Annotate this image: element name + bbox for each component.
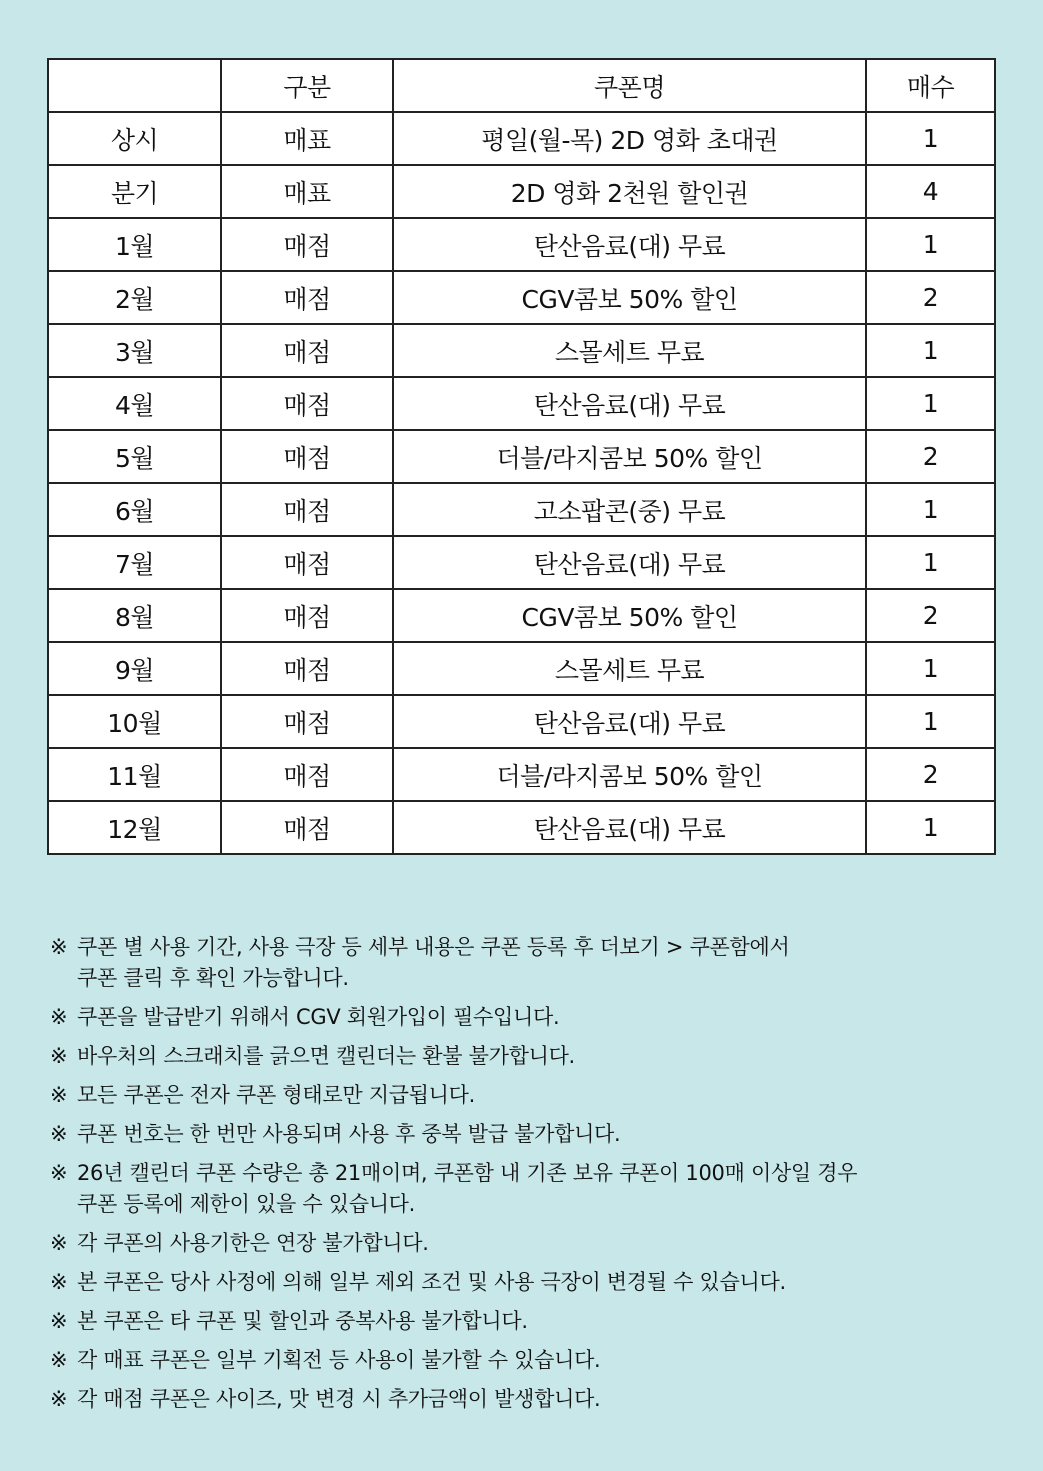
note-text: 각 매표 쿠폰은 일부 기획전 등 사용이 불가할 수 있습니다. bbox=[77, 1348, 601, 1372]
coupon-name-cell: CGV콤보 50% 할인 bbox=[393, 271, 866, 324]
category-cell: 매점 bbox=[221, 271, 393, 324]
quantity-cell: 4 bbox=[866, 165, 995, 218]
period-cell: 11월 bbox=[48, 748, 221, 801]
note-mark: ※ bbox=[50, 1270, 68, 1294]
category-cell: 매점 bbox=[221, 324, 393, 377]
table-row bbox=[48, 271, 995, 324]
quantity-cell: 2 bbox=[866, 430, 995, 483]
table-row bbox=[48, 377, 995, 430]
note-mark: ※ bbox=[50, 1005, 68, 1029]
coupon-name-cell: 탄산음료(대) 무료 bbox=[393, 695, 866, 748]
header-coupon-name: 쿠폰명 bbox=[393, 59, 866, 112]
table-row bbox=[48, 483, 995, 536]
coupon-name-cell: 탄산음료(대) 무료 bbox=[393, 218, 866, 271]
note-text: 26년 캘린더 쿠폰 수량은 총 21매이며, 쿠폰함 내 기존 보유 쿠폰이 100매 이상일 경우 쿠폰 등록에 제한이 있을 수 있습니다. bbox=[77, 1161, 858, 1216]
note-item bbox=[50, 1002, 1010, 1033]
note-item bbox=[50, 1228, 1010, 1259]
note-text: 쿠폰 번호는 한 번만 사용되며 사용 후 중복 발급 불가합니다. bbox=[77, 1122, 621, 1146]
header-period bbox=[48, 59, 221, 112]
table-header-row bbox=[48, 59, 995, 112]
period-cell: 6월 bbox=[48, 483, 221, 536]
table-row bbox=[48, 642, 995, 695]
note-mark: ※ bbox=[50, 1161, 68, 1185]
category-cell: 매점 bbox=[221, 483, 393, 536]
coupon-name-cell: 탄산음료(대) 무료 bbox=[393, 536, 866, 589]
note-text: 본 쿠폰은 당사 사정에 의해 일부 제외 조건 및 사용 극장이 변경될 수 있습니다. bbox=[77, 1270, 786, 1294]
note-mark: ※ bbox=[50, 1044, 68, 1068]
period-cell: 10월 bbox=[48, 695, 221, 748]
quantity-cell: 1 bbox=[866, 218, 995, 271]
note-mark: ※ bbox=[50, 1387, 68, 1411]
period-cell: 1월 bbox=[48, 218, 221, 271]
note-item bbox=[50, 1384, 1010, 1415]
table-row bbox=[48, 695, 995, 748]
period-cell: 상시 bbox=[48, 112, 221, 165]
table-row bbox=[48, 801, 995, 854]
coupon-name-cell: 더블/라지콤보 50% 할인 bbox=[393, 430, 866, 483]
period-cell: 7월 bbox=[48, 536, 221, 589]
note-item bbox=[50, 1119, 1010, 1150]
note-mark: ※ bbox=[50, 1231, 68, 1255]
quantity-cell: 1 bbox=[866, 324, 995, 377]
category-cell: 매점 bbox=[221, 748, 393, 801]
table-row bbox=[48, 165, 995, 218]
quantity-cell: 1 bbox=[866, 112, 995, 165]
header-quantity: 매수 bbox=[866, 59, 995, 112]
note-item bbox=[50, 1080, 1010, 1111]
period-cell: 12월 bbox=[48, 801, 221, 854]
category-cell: 매점 bbox=[221, 536, 393, 589]
note-mark: ※ bbox=[50, 1309, 68, 1333]
note-text: 각 쿠폰의 사용기한은 연장 불가합니다. bbox=[77, 1231, 429, 1255]
table-row bbox=[48, 748, 995, 801]
category-cell: 매표 bbox=[221, 112, 393, 165]
table-body bbox=[48, 112, 995, 854]
note-item bbox=[50, 1267, 1010, 1298]
notes-list bbox=[50, 932, 1010, 1423]
note-mark: ※ bbox=[50, 1083, 68, 1107]
period-cell: 9월 bbox=[48, 642, 221, 695]
category-cell: 매점 bbox=[221, 801, 393, 854]
period-cell: 3월 bbox=[48, 324, 221, 377]
note-text: 쿠폰을 발급받기 위해서 CGV 회원가입이 필수입니다. bbox=[77, 1005, 560, 1029]
category-cell: 매점 bbox=[221, 589, 393, 642]
note-item bbox=[50, 1041, 1010, 1072]
note-text: 본 쿠폰은 타 쿠폰 및 할인과 중복사용 불가합니다. bbox=[77, 1309, 528, 1333]
note-item bbox=[50, 1306, 1010, 1337]
coupon-name-cell: CGV콤보 50% 할인 bbox=[393, 589, 866, 642]
coupon-name-cell: 2D 영화 2천원 할인권 bbox=[393, 165, 866, 218]
quantity-cell: 1 bbox=[866, 377, 995, 430]
coupon-name-cell: 탄산음료(대) 무료 bbox=[393, 377, 866, 430]
quantity-cell: 1 bbox=[866, 801, 995, 854]
quantity-cell: 1 bbox=[866, 536, 995, 589]
quantity-cell: 2 bbox=[866, 271, 995, 324]
period-cell: 8월 bbox=[48, 589, 221, 642]
table-row bbox=[48, 589, 995, 642]
category-cell: 매점 bbox=[221, 377, 393, 430]
note-mark: ※ bbox=[50, 935, 68, 959]
note-mark: ※ bbox=[50, 1348, 68, 1372]
category-cell: 매점 bbox=[221, 218, 393, 271]
category-cell: 매점 bbox=[221, 695, 393, 748]
table-row bbox=[48, 324, 995, 377]
category-cell: 매표 bbox=[221, 165, 393, 218]
table-row bbox=[48, 112, 995, 165]
quantity-cell: 2 bbox=[866, 589, 995, 642]
note-item bbox=[50, 1158, 1010, 1220]
period-cell: 분기 bbox=[48, 165, 221, 218]
coupon-name-cell: 스몰세트 무료 bbox=[393, 324, 866, 377]
coupon-table bbox=[47, 58, 996, 855]
coupon-name-cell: 탄산음료(대) 무료 bbox=[393, 801, 866, 854]
period-cell: 2월 bbox=[48, 271, 221, 324]
note-text: 모든 쿠폰은 전자 쿠폰 형태로만 지급됩니다. bbox=[77, 1083, 475, 1107]
quantity-cell: 1 bbox=[866, 695, 995, 748]
quantity-cell: 1 bbox=[866, 642, 995, 695]
note-item bbox=[50, 932, 1010, 994]
period-cell: 4월 bbox=[48, 377, 221, 430]
table-row bbox=[48, 218, 995, 271]
header-category: 구분 bbox=[221, 59, 393, 112]
quantity-cell: 2 bbox=[866, 748, 995, 801]
note-text: 쿠폰 별 사용 기간, 사용 극장 등 세부 내용은 쿠폰 등록 후 더보기 > 쿠폰함에서 쿠폰 클릭 후 확인 가능합니다. bbox=[77, 935, 790, 990]
category-cell: 매점 bbox=[221, 642, 393, 695]
note-text: 각 매점 쿠폰은 사이즈, 맛 변경 시 추가금액이 발생합니다. bbox=[77, 1387, 601, 1411]
table-row bbox=[48, 536, 995, 589]
quantity-cell: 1 bbox=[866, 483, 995, 536]
coupon-name-cell: 평일(월-목) 2D 영화 초대권 bbox=[393, 112, 866, 165]
table-row bbox=[48, 430, 995, 483]
category-cell: 매점 bbox=[221, 430, 393, 483]
coupon-name-cell: 고소팝콘(중) 무료 bbox=[393, 483, 866, 536]
period-cell: 5월 bbox=[48, 430, 221, 483]
coupon-name-cell: 스몰세트 무료 bbox=[393, 642, 866, 695]
coupon-name-cell: 더블/라지콤보 50% 할인 bbox=[393, 748, 866, 801]
note-item bbox=[50, 1345, 1010, 1376]
note-mark: ※ bbox=[50, 1122, 68, 1146]
note-text: 바우처의 스크래치를 긁으면 캘린더는 환불 불가합니다. bbox=[77, 1044, 575, 1068]
